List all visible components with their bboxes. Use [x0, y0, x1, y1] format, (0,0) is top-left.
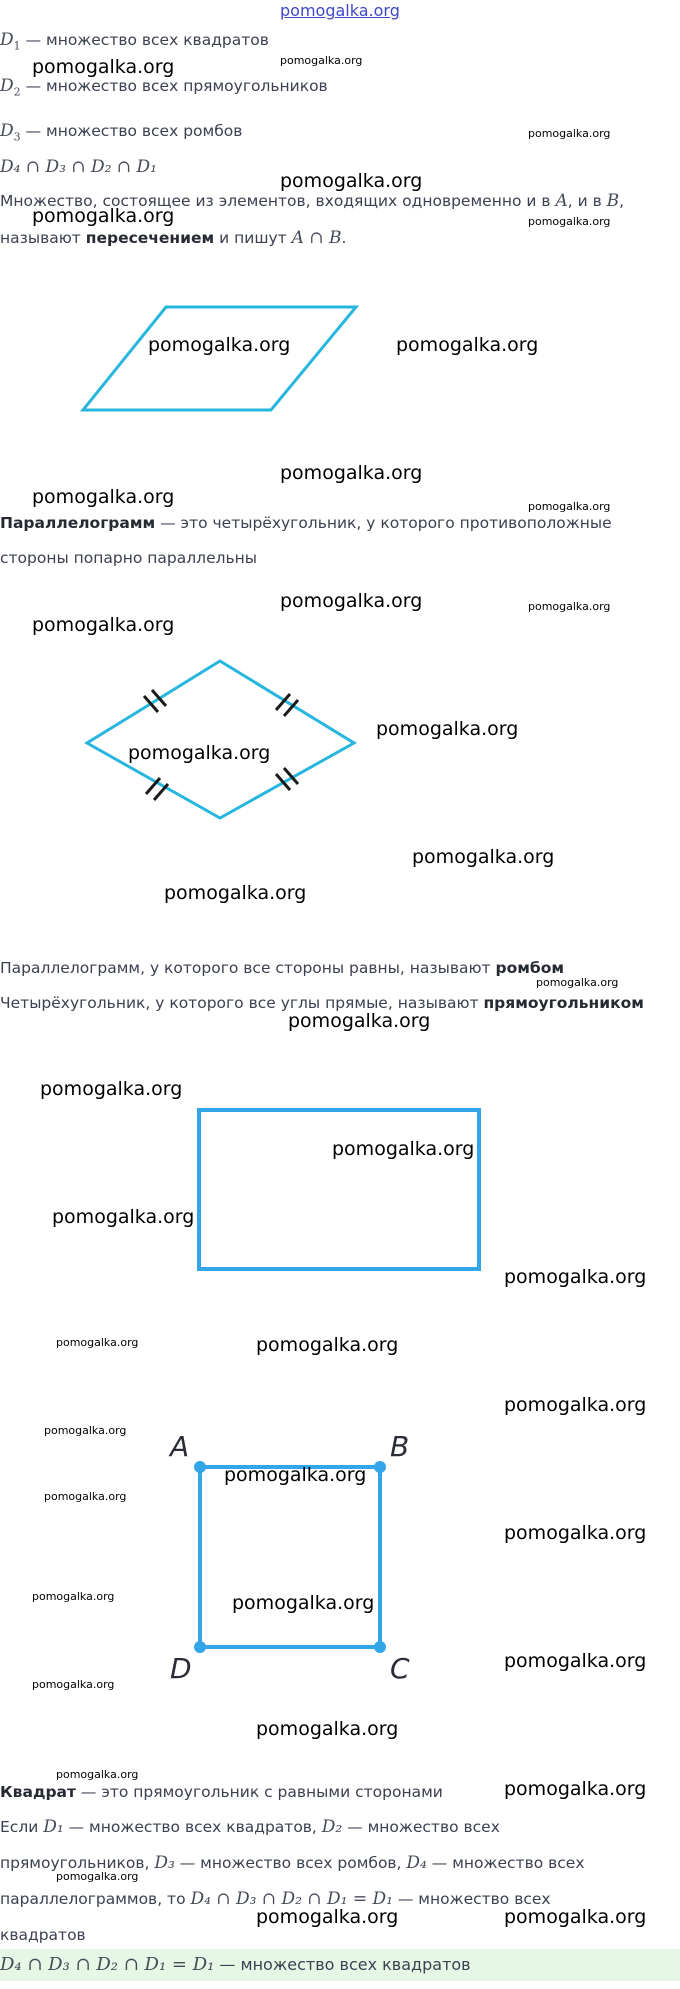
- watermark: pomogalka.org: [256, 1906, 399, 1928]
- watermark: pomogalka.org: [56, 1768, 139, 1781]
- vertex-d-label: D: [170, 1652, 192, 1685]
- watermark: pomogalka.org: [528, 500, 611, 513]
- watermark: pomogalka.org: [148, 334, 291, 356]
- watermark: pomogalka.org: [44, 1424, 127, 1437]
- rhombus-shape: [87, 661, 354, 818]
- watermark: pomogalka.org: [504, 1650, 647, 1672]
- watermark: pomogalka.org: [504, 1394, 647, 1416]
- set-d2-line: $D_2$ — множество всех прямоугольников: [0, 76, 328, 99]
- summary-line-4: квадратов: [0, 1926, 86, 1944]
- summary-line-3: параллелограммов, то D₄ ∩ D₃ ∩ D₂ ∩ D₁ = D₁ — множество всех: [0, 1889, 551, 1909]
- watermark: pomogalka.org: [232, 1592, 375, 1614]
- watermark: pomogalka.org: [256, 1718, 399, 1740]
- rhombus-def: Параллелограмм, у которого все стороны равны, называют ромбом: [0, 959, 565, 977]
- watermark: pomogalka.org: [288, 1010, 431, 1032]
- watermark: pomogalka.org: [128, 742, 271, 764]
- rectangle-term: прямоугольником: [483, 994, 644, 1012]
- parallelogram-def-line-2: стороны попарно параллельны: [0, 549, 258, 567]
- watermark: pomogalka.org: [164, 882, 307, 904]
- vertex-a-label: A: [170, 1430, 190, 1463]
- summary-line-2: прямоугольников, D₃ — множество всех ромбов, D₄ — множество всех: [0, 1853, 585, 1873]
- watermark: pomogalka.org: [32, 56, 175, 78]
- intersection-term: пересечением: [85, 229, 215, 247]
- parallelogram-figure: [0, 290, 680, 440]
- watermark: pomogalka.org: [536, 976, 619, 989]
- summary-line-1: Если D₁ — множество всех квадратов, D₂ — множество всех: [0, 1817, 500, 1837]
- watermark: pomogalka.org: [504, 1522, 647, 1544]
- watermark: pomogalka.org: [280, 590, 423, 612]
- parallelogram-shape: [83, 307, 356, 410]
- set-d1-symbol: $D_1$: [0, 30, 21, 53]
- rectangle-shape: [199, 1110, 479, 1269]
- site-link[interactable]: pomogalka.org: [280, 1, 400, 20]
- watermark: pomogalka.org: [528, 600, 611, 613]
- watermark: pomogalka.org: [280, 54, 363, 67]
- watermark: pomogalka.org: [256, 1334, 399, 1356]
- watermark: pomogalka.org: [280, 462, 423, 484]
- vertex-b-label: B: [390, 1430, 410, 1463]
- watermark: pomogalka.org: [32, 205, 175, 227]
- rhombus-term: ромбом: [495, 959, 565, 977]
- watermark: pomogalka.org: [56, 1870, 139, 1883]
- watermark: pomogalka.org: [528, 127, 611, 140]
- watermark: pomogalka.org: [52, 1206, 195, 1228]
- watermark: pomogalka.org: [504, 1906, 647, 1928]
- watermark: pomogalka.org: [224, 1464, 367, 1486]
- set-d2-symbol: $D_2$: [0, 76, 21, 99]
- watermark: pomogalka.org: [412, 846, 555, 868]
- square-def: Квадрат — это прямоугольник с равными сторонами: [0, 1783, 443, 1801]
- square-shape: [200, 1467, 380, 1647]
- watermark: pomogalka.org: [44, 1490, 127, 1503]
- intersection-line-2: называют пересечением и пишут A ∩ B.: [0, 228, 347, 248]
- watermark: pomogalka.org: [56, 1336, 139, 1349]
- vertex-b-dot: [374, 1461, 386, 1473]
- rhombus-figure: [0, 650, 680, 830]
- watermark: pomogalka.org: [504, 1266, 647, 1288]
- watermark: pomogalka.org: [280, 170, 423, 192]
- intersection-line-1: Множество, состоящее из элементов, входящих одновременно и в A, и в B,: [0, 191, 625, 211]
- parallelogram-term: Параллелограмм: [0, 514, 156, 532]
- parallelogram-def-line-1: Параллелограмм — это четырёхугольник, у которого противоположные: [0, 514, 612, 532]
- square-term: Квадрат: [0, 1783, 76, 1801]
- rectangle-def: Четырёхугольник, у которого все углы прямые, называют прямоугольником: [0, 994, 644, 1012]
- watermark: pomogalka.org: [396, 334, 539, 356]
- vertex-d-dot: [194, 1641, 206, 1653]
- set-d3-line: $D_3$ — множество всех ромбов: [0, 121, 243, 144]
- watermark: pomogalka.org: [32, 486, 175, 508]
- watermark: pomogalka.org: [376, 718, 519, 740]
- watermark: pomogalka.org: [528, 215, 611, 228]
- set-d3-symbol: $D_3$: [0, 121, 21, 144]
- watermark: pomogalka.org: [332, 1138, 475, 1160]
- watermark: pomogalka.org: [40, 1078, 183, 1100]
- watermark: pomogalka.org: [32, 1590, 115, 1603]
- vertex-a-dot: [194, 1461, 206, 1473]
- rectangle-figure: [0, 1100, 680, 1280]
- watermark: pomogalka.org: [504, 1778, 647, 1800]
- result-text: D₄ ∩ D₃ ∩ D₂ ∩ D₁ = D₁ — множество всех квадратов: [0, 1954, 471, 1975]
- watermark: pomogalka.org: [32, 1678, 115, 1691]
- watermark: pomogalka.org: [32, 614, 175, 636]
- vertex-c-dot: [374, 1641, 386, 1653]
- set-d1-line: $D_1$ — множество всех квадратов: [0, 30, 269, 53]
- vertex-c-label: C: [390, 1652, 410, 1685]
- set-formula: D₄ ∩ D₃ ∩ D₂ ∩ D₁: [0, 157, 157, 177]
